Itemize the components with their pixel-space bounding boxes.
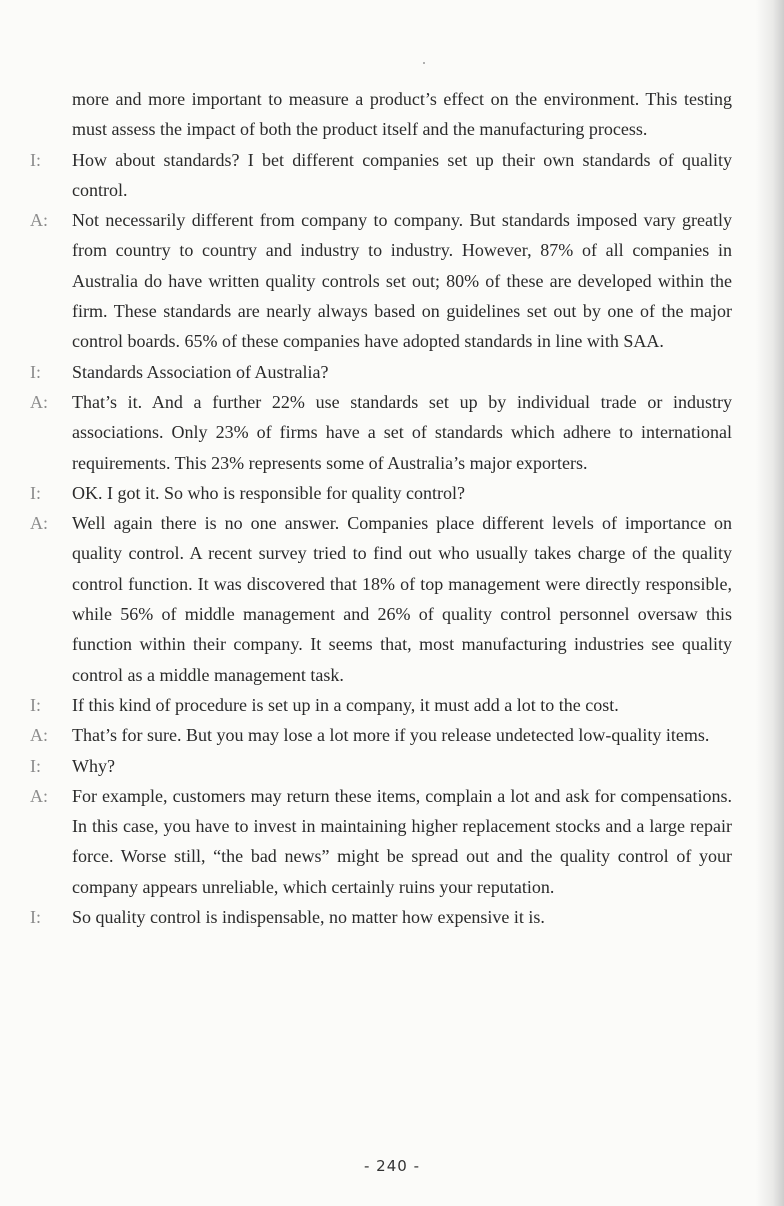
dialogue-turn (30, 387, 732, 478)
utterance-text: How about standards? I bet different companies set up their own standards of quality control. (72, 149, 732, 200)
dialogue-turn (30, 902, 732, 932)
utterance-text: Well again there is no one answer. Companies place different levels of importance on quality control. A recent survey tried to find out who usually takes charge of the quality control function. It was discovered that 18% of top management were directly responsible, while 56% of middle management and 26% of quality control personnel oversaw this function within their company. It seems that, most manufacturing industries see quality control as a middle management task. (72, 513, 732, 685)
speaker-label: A: (30, 785, 48, 806)
speaker-label: I: (30, 755, 41, 776)
speaker-label: A: (30, 513, 48, 534)
speaker-label: I: (30, 907, 41, 928)
utterance-text: So quality control is indispensable, no matter how expensive it is. (72, 907, 545, 928)
dialogue-turn (30, 751, 732, 781)
dialogue-turn (30, 205, 732, 356)
utterance-text: Standards Association of Australia? (72, 361, 329, 382)
utterance-text: OK. I got it. So who is responsible for quality control? (72, 482, 465, 503)
dialogue-turn (30, 690, 732, 720)
utterance-text: Not necessarily different from company to company. But standards imposed vary greatly from country to country and industry to industry. However, 87% of all companies in Australia do have written quality controls set out; 80% of these are developed within the firm. These standards are nearly always based on guidelines set out by one of the major control boards. 65% of these companies have adopted standards in line with SAA. (72, 210, 732, 352)
dialogue-turn (30, 508, 732, 690)
page-number: - 240 - (364, 1157, 420, 1175)
page-edge-shadow (756, 0, 784, 1206)
utterance-text: If this kind of procedure is set up in a company, it must add a lot to the cost. (72, 694, 619, 715)
speaker-label: A: (30, 725, 48, 746)
dialogue-transcript (30, 84, 732, 932)
speaker-label: I: (30, 361, 41, 382)
utterance-text: For example, customers may return these items, complain a lot and ask for compensations. In this case, you have to invest in maintaining higher replacement stocks and a large repair force. Worse still, “the bad news” might be spread out and the quality control of your company appears unreliable, which certainly ruins your reputation. (72, 785, 732, 897)
dialogue-turn (30, 478, 732, 508)
dialogue-turn (30, 781, 732, 902)
speaker-label: I: (30, 482, 41, 503)
utterance-text: Why? (72, 755, 115, 776)
speck (423, 62, 425, 64)
speaker-label: A: (30, 391, 48, 412)
speaker-label: I: (30, 149, 41, 170)
utterance-text: That’s it. And a further 22% use standards set up by individual trade or industry associations. Only 23% of firms have a set of standards which adhere to international requirements. This 23% represents some of Australia’s major exporters. (72, 391, 732, 473)
utterance-text: That’s for sure. But you may lose a lot more if you release undetected low-quality items. (72, 725, 710, 746)
speaker-label: A: (30, 210, 48, 231)
utterance-text: more and more important to measure a product’s effect on the environment. This testing must assess the impact of both the product itself and the manufacturing process. (72, 89, 732, 140)
dialogue-turn (30, 145, 732, 206)
speaker-label: I: (30, 694, 41, 715)
dialogue-turn (30, 84, 732, 145)
dialogue-turn (30, 720, 732, 750)
dialogue-turn (30, 357, 732, 387)
